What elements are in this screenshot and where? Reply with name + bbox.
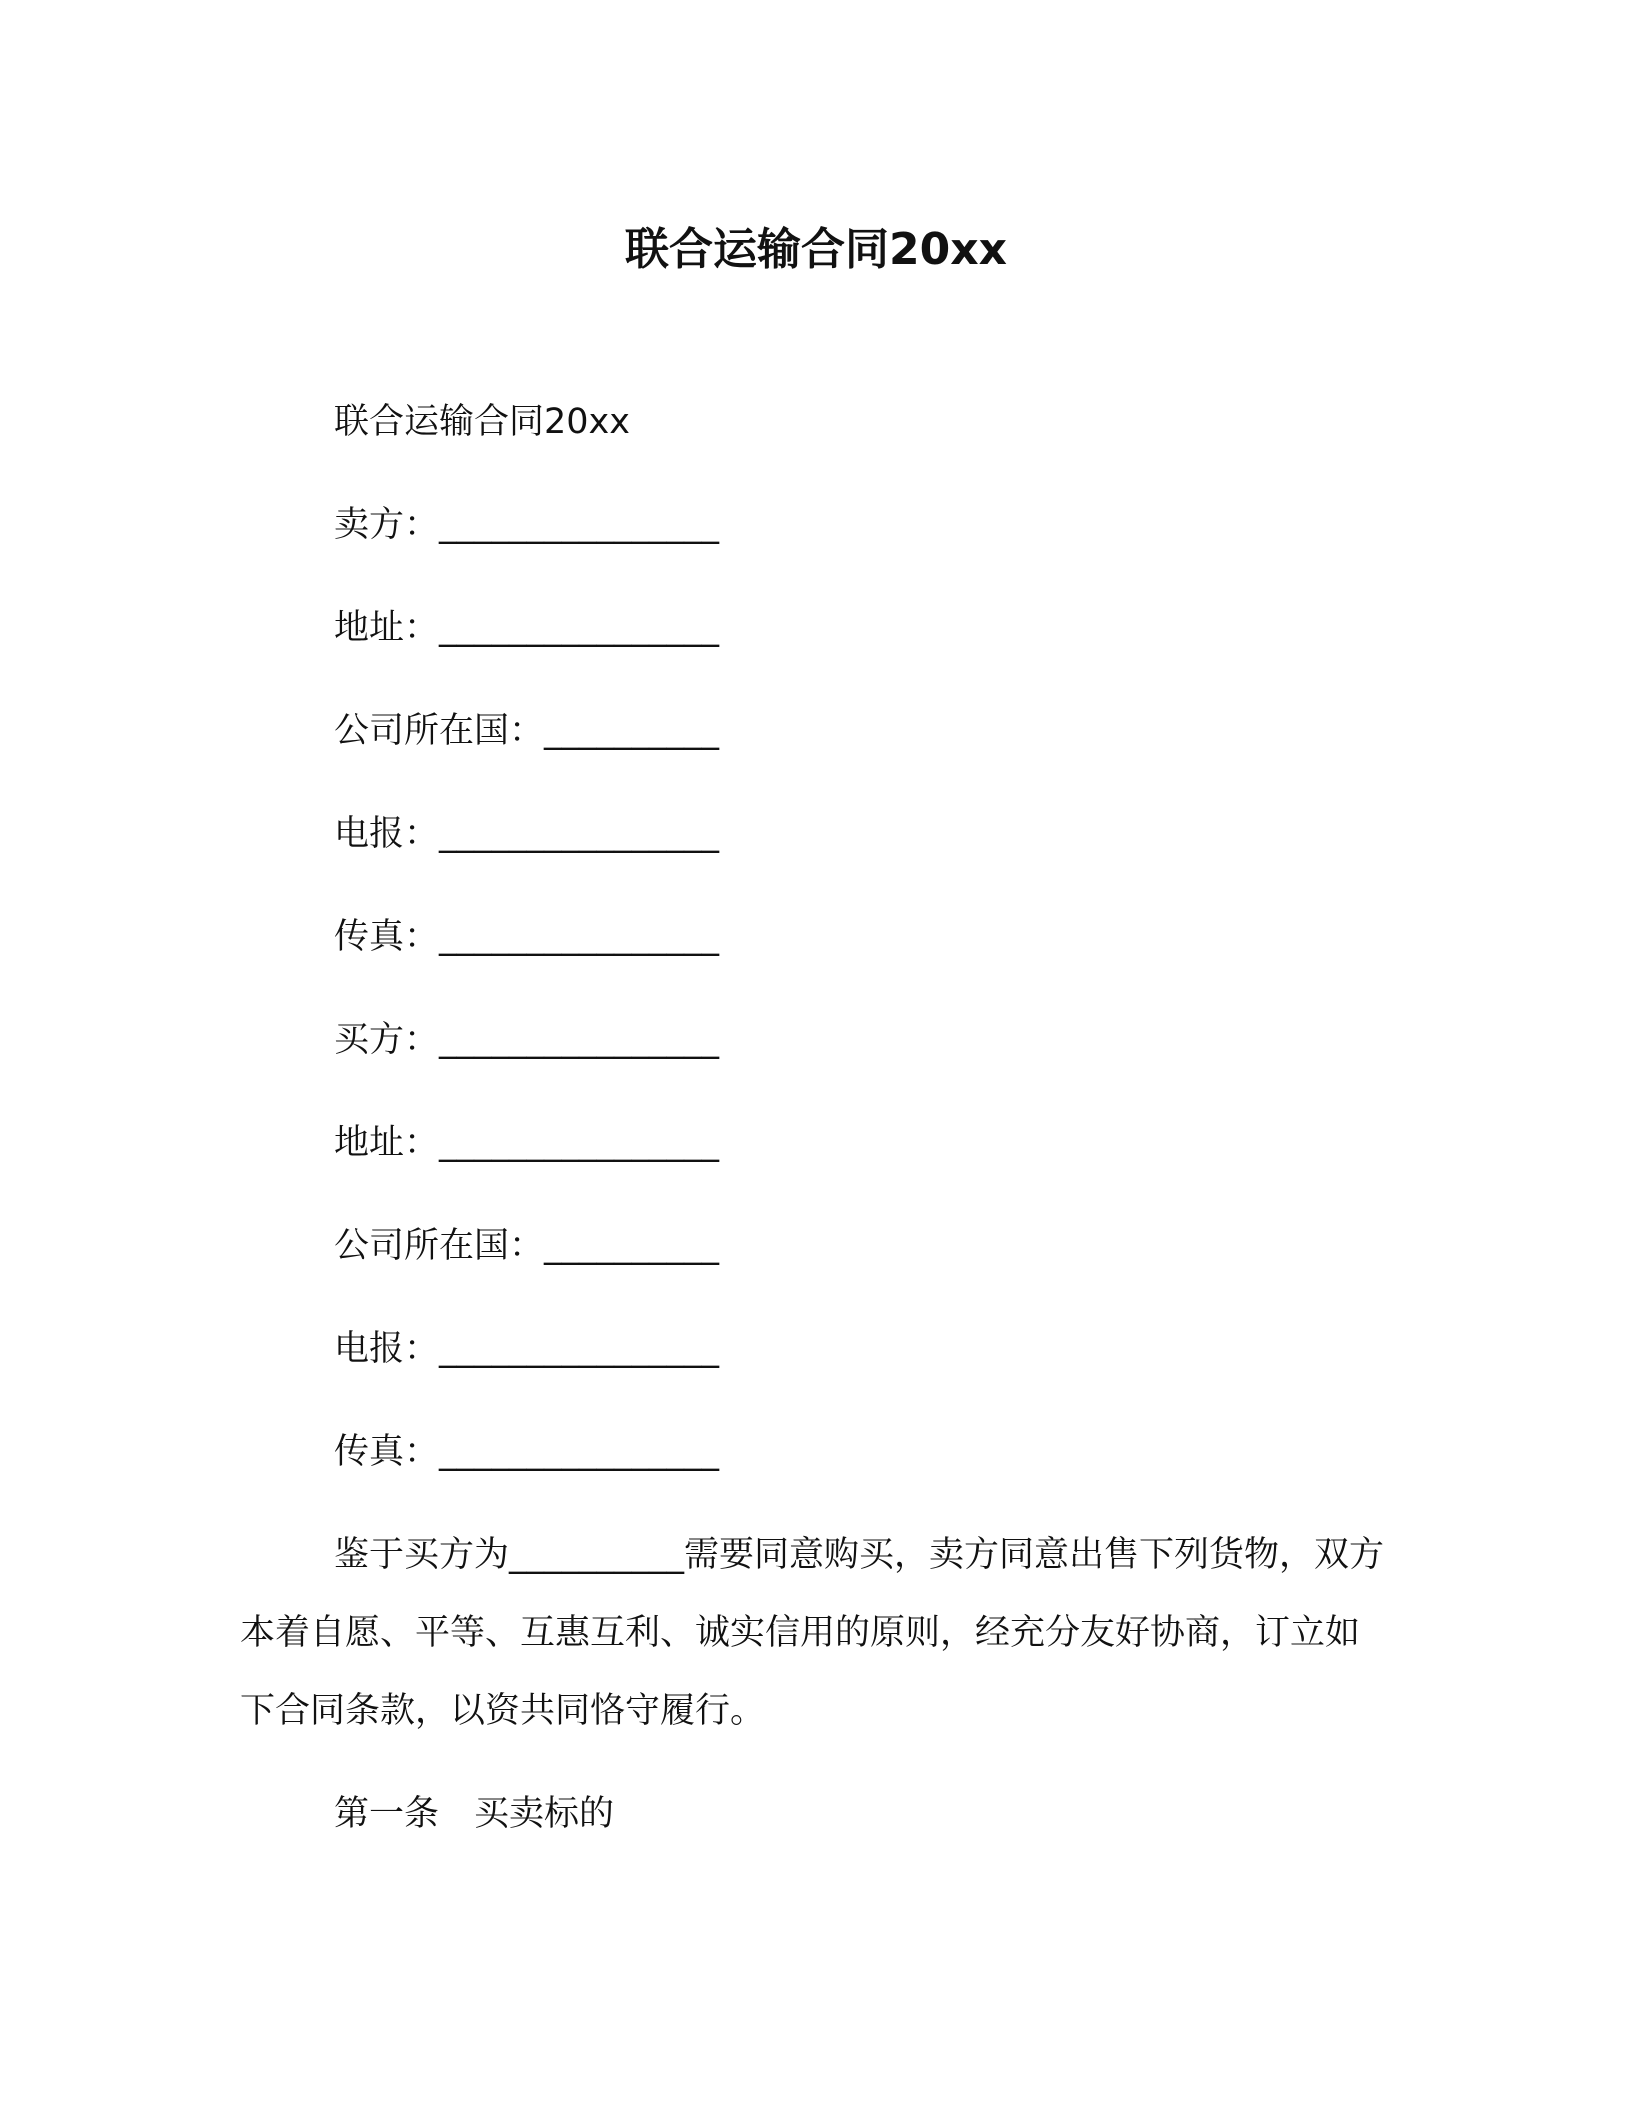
seller-address-field: 地址：________________ xyxy=(334,608,720,648)
buyer-country-field: 公司所在国：__________ xyxy=(334,1226,720,1266)
document-subtitle: 联合运输合同20xx xyxy=(334,402,630,442)
seller-telegram-field: 电报：________________ xyxy=(334,814,720,854)
buyer-address-field: 地址：________________ xyxy=(334,1123,720,1163)
seller-fax-field: 传真：________________ xyxy=(334,917,720,957)
buyer-fax-field: 传真：________________ xyxy=(334,1432,720,1472)
seller-field: 卖方：________________ xyxy=(334,505,720,545)
preamble-paragraph: 鉴于买方为__________需要同意购买，卖方同意出售下列货物，双方本着自愿、平等、互惠互利、诚实信用的原则，经充分友好协商，订立如下合同条款，以资共同恪守履行。 xyxy=(240,1535,1385,1731)
section-heading: 第一条 买卖标的 xyxy=(334,1794,615,1834)
seller-country-field: 公司所在国：__________ xyxy=(334,711,720,751)
buyer-field: 买方：________________ xyxy=(334,1020,720,1060)
buyer-telegram-field: 电报：________________ xyxy=(334,1329,720,1369)
document-title: 联合运输合同20xx xyxy=(625,224,1007,275)
